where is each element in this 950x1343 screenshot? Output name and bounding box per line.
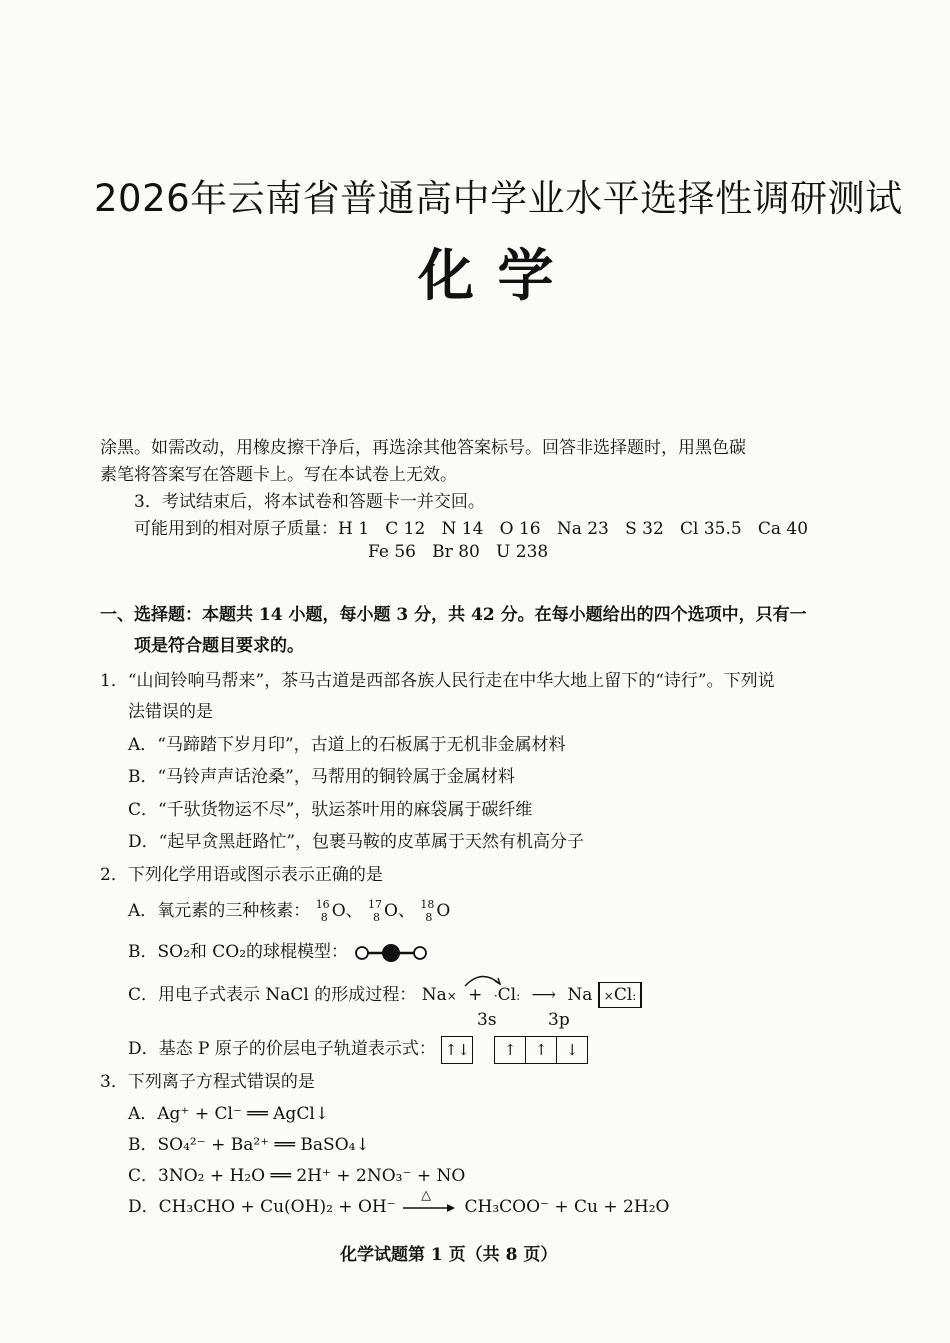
q3-stem: 3．下列离子方程式错误的是 — [100, 1072, 315, 1092]
orbital-3p-box: ↑ ↑ ↓ — [494, 1036, 588, 1064]
q2-option-c: C．用电子式表示 NaCl 的形成过程： Na× + ·Cl: ⟶ Na ×Cl: — [128, 980, 642, 1008]
subject-title: 化 学 — [418, 244, 556, 309]
q2-a-label: A．氧元素的三种核素： — [128, 901, 311, 921]
isotope-o16: 16 8 — [315, 897, 330, 924]
plus-sign: + — [468, 985, 483, 1005]
q1-option-c: C．“千驮货物运不尽”，驮运茶叶用的麻袋属于碳纤维 — [128, 800, 533, 820]
label-3p: 3p — [548, 1010, 570, 1030]
q2-option-a: A．氧元素的三种核素： 16 8 O、 17 8 O、 18 8 O — [128, 897, 451, 924]
atomic-mass-row-1 — [134, 514, 808, 539]
page-footer: 化学试题第 1 页（共 8 页） — [340, 1245, 558, 1265]
q2-option-b — [128, 937, 431, 963]
q3-option-a: A．Ag⁺ + Cl⁻ ══ AgCl↓ — [128, 1104, 330, 1124]
q1-stem-1: 1．“山间铃响马帮来”，茶马古道是西部各族人民行走在中华大地上留下的“诗行”。下列说 — [100, 671, 775, 691]
label-3s: 3s — [477, 1010, 497, 1030]
note-line-1: 涂黑。如需改动，用橡皮擦干净后，再选涂其他答案标号。回答非选择题时，用黑色碳 — [100, 438, 746, 458]
q3-d-left: D．CH₃CHO + Cu(OH)₂ + OH⁻ — [128, 1197, 396, 1217]
q2-d-label: D．基态 P 原子的价层电子轨道表示式： — [128, 1039, 436, 1059]
ball-stick-model-icon — [353, 943, 431, 963]
q3-option-b: B．SO₄²⁻ + Ba²⁺ ══ BaSO₄↓ — [128, 1135, 370, 1155]
note-line-3: 3．考试结束后，将本试卷和答题卡一并交回。 — [134, 492, 485, 512]
q3-option-d — [128, 1187, 670, 1217]
atomic-mass-values-1: H 1 C 12 N 14 O 16 Na 23 S 32 Cl 35.5 Ca 40 — [338, 519, 809, 539]
atomic-mass-row-2: Fe 56 Br 80 U 238 — [368, 542, 549, 562]
q2-stem: 2．下列化学用语或图示表示正确的是 — [100, 865, 383, 885]
section-heading-line-2: 项是符合题目要求的。 — [134, 636, 304, 656]
na-symbol: Na — [421, 985, 447, 1005]
cl-symbol: Cl — [497, 985, 517, 1005]
orbital-3s-box: ↑↓ — [441, 1036, 473, 1064]
q1-option-a: A．“马蹄踏下岁月印”，古道上的石板属于无机非金属材料 — [128, 735, 566, 755]
atomic-mass-label: 可能用到的相对原子质量： — [134, 519, 338, 539]
q2-option-d — [128, 1034, 588, 1064]
electron-transfer-arrow-icon — [462, 970, 504, 988]
chloride-bracket: ×Cl: — [598, 982, 643, 1008]
isotope-o17: 17 8 — [368, 897, 383, 924]
q3-option-c: C．3NO₂ + H₂O ══ 2H⁺ + 2NO₃⁻ + NO — [128, 1166, 466, 1186]
exam-title: 2026年云南省普通高中学业水平选择性调研测试 — [94, 177, 903, 220]
q1-stem-2: 法错误的是 — [128, 702, 213, 722]
isotope-o18: 18 8 — [420, 897, 435, 924]
na-ion-symbol: Na — [567, 985, 593, 1005]
reaction-arrow-icon: ⟶ — [531, 985, 556, 1005]
q2-b-label: B．SO₂和 CO₂的球棍模型： — [128, 942, 349, 962]
section-heading-line-1: 一、选择题：本题共 14 小题，每小题 3 分，共 42 分。在每小题给出的四个选项中，只有一 — [100, 605, 807, 625]
q1-option-d: D．“起早贪黑赶路忙”，包裹马鞍的皮革属于天然有机高分子 — [128, 832, 585, 852]
q3-d-right: CH₃COO⁻ + Cu + 2H₂O — [464, 1197, 670, 1217]
q2-c-label: C．用电子式表示 NaCl 的形成过程： — [128, 985, 417, 1005]
note-line-2: 素笔将答案写在答题卡上。写在本试卷上无效。 — [100, 465, 457, 485]
heat-arrow-icon: △ — [401, 1200, 459, 1216]
q1-option-b: B．“马铃声声话沧桑”，马帮用的铜铃属于金属材料 — [128, 767, 515, 787]
